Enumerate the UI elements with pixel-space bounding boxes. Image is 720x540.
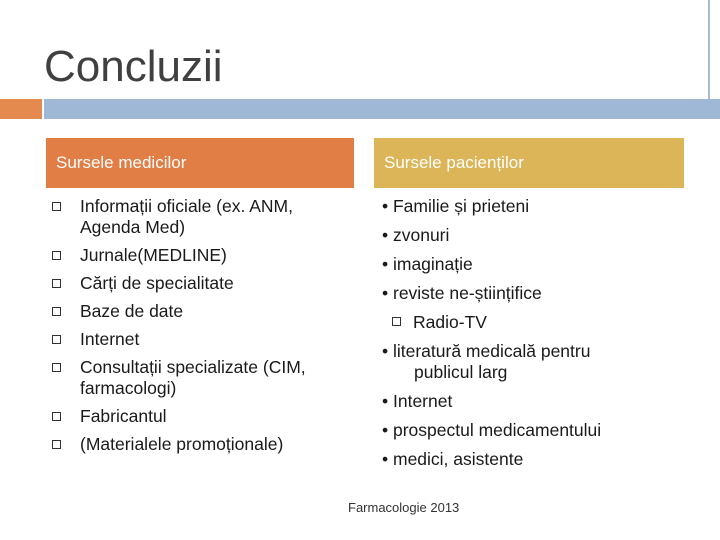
- title-rule-accent: [0, 99, 42, 119]
- list-item: • Internet: [382, 391, 453, 411]
- checkbox-bullet-icon: [52, 440, 61, 449]
- checkbox-bullet-icon: [52, 202, 61, 211]
- list-item: • medici, asistente: [382, 449, 524, 469]
- list-item: Fabricantul: [52, 406, 352, 427]
- checkbox-bullet-icon: [52, 363, 61, 372]
- list-item: • zvonuri: [382, 225, 450, 245]
- title-rule: [44, 99, 720, 119]
- list-item: Baze de date: [52, 301, 352, 322]
- checkbox-bullet-icon: [52, 335, 61, 344]
- list-item: • reviste ne-științifice: [382, 283, 542, 303]
- checkbox-bullet-icon: [392, 317, 401, 326]
- checkbox-bullet-icon: [52, 279, 61, 288]
- checkbox-bullet-icon: [52, 251, 61, 260]
- checkbox-bullet-icon: [52, 412, 61, 421]
- patient-sources-list: [382, 196, 682, 478]
- checkbox-bullet-icon: [52, 307, 61, 316]
- left-column-header: Sursele medicilor: [46, 138, 354, 188]
- list-item: • Familie și prieteni: [382, 196, 530, 216]
- list-item: Jurnale(MEDLINE): [52, 245, 352, 266]
- physician-sources-list: [52, 196, 352, 462]
- right-column-header: Sursele pacienților: [374, 138, 684, 188]
- list-item: • prospectul medicamentului: [382, 420, 602, 440]
- list-item: Radio-TV: [382, 312, 682, 333]
- list-item: (Materialele promoționale): [52, 434, 352, 455]
- list-item: • literatură medicală pentru publicul larg: [382, 341, 591, 382]
- list-item: Internet: [52, 329, 352, 350]
- slide-footer: Farmacologie 2013: [348, 500, 460, 515]
- decorative-rail: [708, 0, 710, 99]
- list-item: Cărți de specialitate: [52, 273, 352, 294]
- list-item: Consultații specializate (CIM, farmacologi): [52, 357, 352, 399]
- list-item: Informații oficiale (ex. ANM, Agenda Med): [52, 196, 352, 238]
- slide-title: Concluzii: [44, 42, 223, 91]
- list-item: • imaginație: [382, 254, 473, 274]
